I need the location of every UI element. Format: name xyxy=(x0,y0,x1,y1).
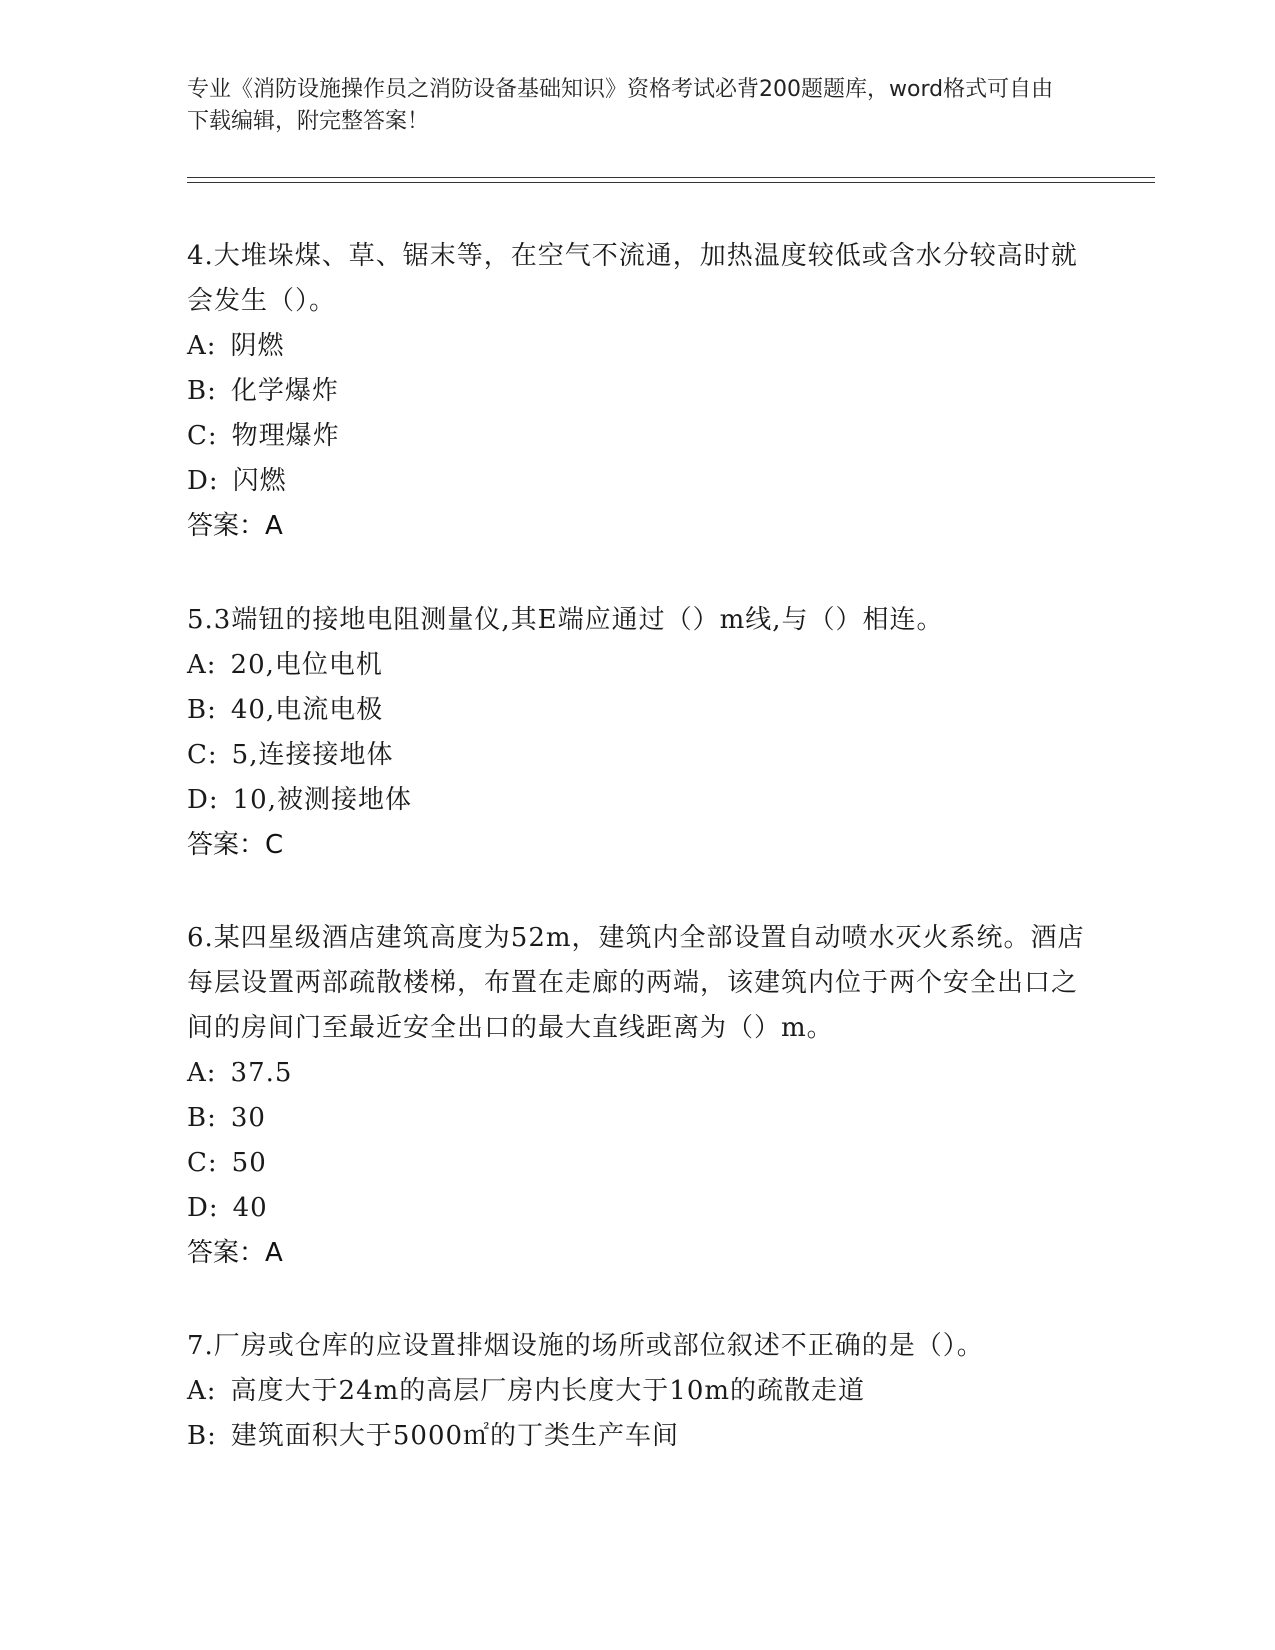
question-4 xyxy=(187,234,1087,549)
option-b xyxy=(187,369,1087,414)
option-d xyxy=(187,778,1087,823)
option-letter: A: xyxy=(187,650,217,680)
option-letter: C: xyxy=(187,1148,218,1178)
option-letter: B: xyxy=(187,695,217,725)
option-c xyxy=(187,1141,1087,1186)
answer-line: 答案：A xyxy=(187,511,283,541)
question-5 xyxy=(187,598,1087,868)
document-header: 专业《消防设施操作员之消防设备基础知识》资格考试必背200题题库，word格式可自由下载编辑，附完整答案！ xyxy=(187,77,1054,134)
option-a xyxy=(187,643,1087,688)
option-letter: A: xyxy=(187,1376,217,1406)
option-letter: C: xyxy=(187,740,218,770)
answer-line: 答案：C xyxy=(187,830,284,860)
answer-line: 答案：A xyxy=(187,1238,283,1268)
option-text: 物理爆炸 xyxy=(231,421,340,451)
question-text: 5.3端钮的接地电阻测量仪,其E端应通过（）m线,与（）相连。 xyxy=(187,605,944,635)
option-text: 30 xyxy=(230,1103,266,1133)
option-b xyxy=(187,1096,1087,1141)
option-text: 20,电位电机 xyxy=(230,650,383,680)
option-text: 40,电流电极 xyxy=(230,695,384,725)
question-text: 4.大堆垛煤、草、锯末等，在空气不流通，加热温度较低或含水分较高时就会发生（）。 xyxy=(187,241,1078,316)
option-a xyxy=(187,1051,1087,1096)
option-d xyxy=(187,1186,1087,1231)
option-letter: B: xyxy=(187,376,217,406)
option-c xyxy=(187,733,1087,778)
option-b xyxy=(187,688,1087,733)
option-text: 化学爆炸 xyxy=(230,376,339,406)
question-text: 6.某四星级酒店建筑高度为52m，建筑内全部设置自动喷水灭火系统。酒店每层设置两部疏散楼梯，布置在走廊的两端，该建筑内位于两个安全出口之间的房间门至最近安全出口的最大直线距离为（）m。 xyxy=(187,923,1085,1043)
question-7 xyxy=(187,1324,1087,1459)
option-text: 5,连接接地体 xyxy=(231,740,394,770)
option-letter: A: xyxy=(187,1058,217,1088)
option-letter: C: xyxy=(187,421,218,451)
option-c xyxy=(187,414,1087,459)
header-divider-bottom xyxy=(187,182,1155,183)
option-b xyxy=(187,1414,1087,1459)
question-text: 7.厂房或仓库的应设置排烟设施的场所或部位叙述不正确的是（）。 xyxy=(187,1331,984,1361)
option-text: 建筑面积大于5000㎡的丁类生产车间 xyxy=(230,1421,680,1451)
option-letter: D: xyxy=(187,466,219,496)
option-text: 37.5 xyxy=(230,1058,293,1088)
header-divider-top xyxy=(187,177,1155,178)
option-text: 50 xyxy=(231,1148,267,1178)
option-a xyxy=(187,324,1087,369)
option-text: 40 xyxy=(232,1193,268,1223)
option-text: 10,被测接地体 xyxy=(232,785,412,815)
option-letter: B: xyxy=(187,1421,217,1451)
question-6 xyxy=(187,916,1087,1276)
option-a xyxy=(187,1369,1087,1414)
option-letter: D: xyxy=(187,1193,219,1223)
option-text: 闪燃 xyxy=(232,466,287,496)
option-text: 阴燃 xyxy=(230,331,285,361)
option-letter: A: xyxy=(187,331,217,361)
option-letter: D: xyxy=(187,785,219,815)
option-letter: B: xyxy=(187,1103,217,1133)
option-text: 高度大于24m的高层厂房内长度大于10m的疏散走道 xyxy=(230,1376,866,1406)
option-d xyxy=(187,459,1087,504)
